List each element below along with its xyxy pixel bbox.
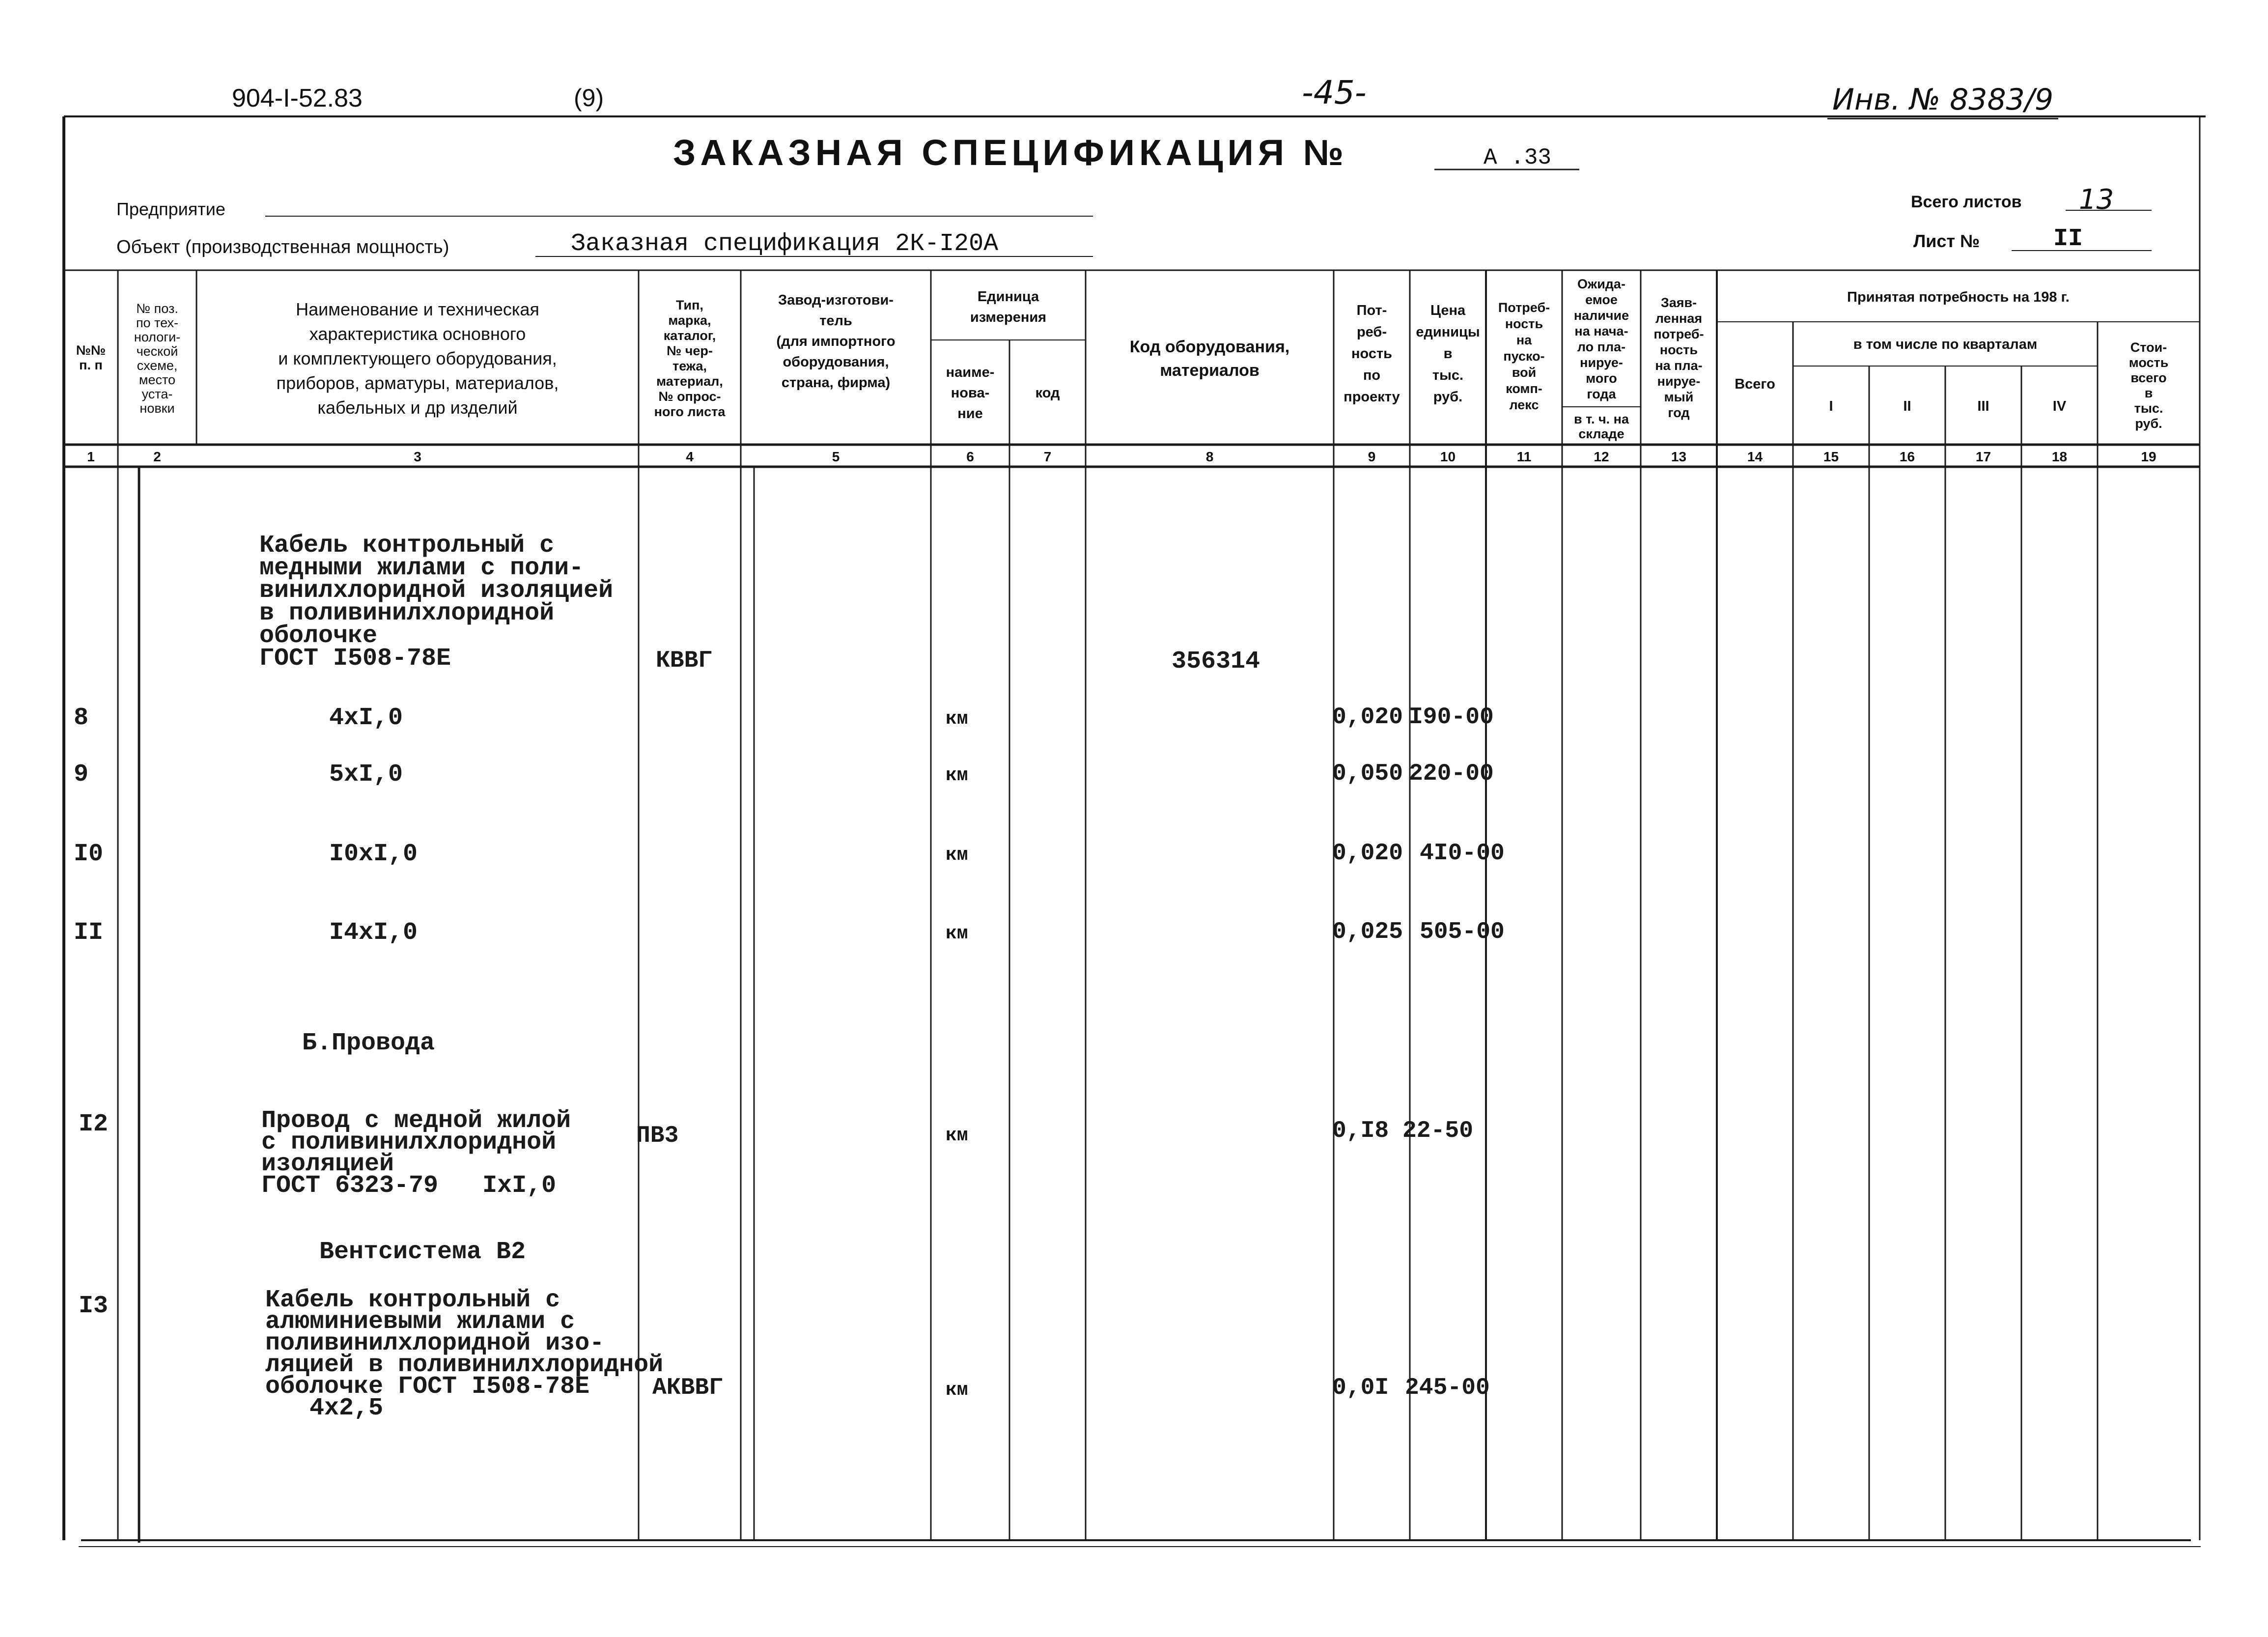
header-col12: Ожида- емое наличие на нача- ло пла- нируе- мого года <box>1573 277 1629 401</box>
section1-type: КВВГ <box>656 648 713 674</box>
header-col12-storage: в т. ч. на складе <box>1574 411 1629 441</box>
header-col7: код <box>1035 385 1060 401</box>
colnum-2: 2 <box>153 449 161 464</box>
colnum-9: 9 <box>1368 449 1376 464</box>
colnum-15: 15 <box>1823 449 1839 464</box>
header-col18: IV <box>2052 398 2067 414</box>
row8-qty: 0,020 <box>1332 704 1403 731</box>
row12-type: ПВ3 <box>636 1123 679 1149</box>
header-col14: Всего <box>1735 376 1775 392</box>
colnum-7: 7 <box>1043 449 1052 464</box>
header-col1: №№ п. п <box>76 342 106 372</box>
header-col16: II <box>1903 398 1911 414</box>
row13-price: 245-00 <box>1405 1375 1490 1401</box>
colnum-12: 12 <box>1594 449 1609 464</box>
row9-qty: 0,050 <box>1332 761 1403 787</box>
header-col15-18: в том числе по кварталам <box>1853 336 2038 352</box>
colnum-6: 6 <box>966 449 974 464</box>
row13-qty: 0,0I <box>1332 1375 1389 1401</box>
header-col17: III <box>1977 398 1989 414</box>
colnum-4: 4 <box>686 449 694 464</box>
header-col13: Заяв- ленная потреб- ность на пла- нируе- мый год <box>1653 295 1704 420</box>
row8-unit: км <box>946 708 968 730</box>
colnum-13: 13 <box>1671 449 1687 464</box>
ventsystem-heading: Вентсистема В2 <box>319 1238 526 1266</box>
header-col5: Завод-изготови- тель (для импортного оборудования, страна, фирма) <box>776 292 896 391</box>
row8-name: 4хI,0 <box>329 704 403 732</box>
colnum-19: 19 <box>2141 449 2156 464</box>
page-number: -45- <box>1302 74 1367 112</box>
row13-unit: км <box>946 1380 968 1401</box>
header-col4: Тип, марка, каталог, № чер- тежа, материал, № опрос- ного листа <box>654 298 726 419</box>
row9-unit: км <box>946 765 968 786</box>
colnum-16: 16 <box>1899 449 1915 464</box>
header-col8: Код оборудования, материалов <box>1129 338 1290 380</box>
header-col2: № поз. по тех- нологи- ческой схеме, место уста- новки <box>134 301 181 416</box>
object-label: Объект (производственная мощность) <box>116 237 449 257</box>
row13-type: АКВВГ <box>652 1375 724 1401</box>
colnum-1: 1 <box>87 449 95 464</box>
row10-price: 4I0-00 <box>1420 840 1505 867</box>
row10-qty: 0,020 <box>1332 840 1403 867</box>
header-col11: Потреб- ность на пуско- вой комп- лекс <box>1498 300 1550 412</box>
doc-number: 904-I-52.83 <box>232 84 363 113</box>
colnum-8: 8 <box>1205 449 1214 464</box>
spec-number: А .33 <box>1484 145 1552 170</box>
row10-name: I0хI,0 <box>329 840 418 868</box>
sheet-value: II <box>2053 225 2083 253</box>
row9-price: 220-00 <box>1409 761 1494 787</box>
row13-no: I3 <box>79 1292 109 1320</box>
colnum-18: 18 <box>2051 449 2068 464</box>
row8-no: 8 <box>74 704 89 732</box>
row9-no: 9 <box>74 761 89 789</box>
colnum-3: 3 <box>414 449 421 464</box>
row12-qty: 0,I8 <box>1332 1118 1389 1144</box>
row9-name: 5хI,0 <box>329 761 403 789</box>
header-col15: I <box>1829 398 1833 414</box>
enterprise-label: Предприятие <box>116 199 225 219</box>
row12-price: 22-50 <box>1402 1118 1474 1144</box>
row11-unit: км <box>946 923 968 944</box>
total-sheets-value: 13 <box>2079 184 2114 216</box>
form-title: ЗАКАЗНАЯ СПЕЦИФИКАЦИЯ № <box>673 132 1348 173</box>
total-sheets-label: Всего листов <box>1911 193 2022 211</box>
row11-no: II <box>74 919 104 947</box>
row11-price: 505-00 <box>1420 919 1505 945</box>
object-value: Заказная спецификация 2К-I20А <box>571 230 999 258</box>
row11-name: I4хI,0 <box>329 919 418 947</box>
row13-name: Кабель контрольный с алюминиевыми жилами с поливинилхлоридной изо- ляцией в поливинилхлоридной оболочке ГОСТ I508-78Е 4х2,5 <box>265 1286 664 1422</box>
header-col6: наиме- нова- ние <box>946 365 995 422</box>
sheet-label: Лист № <box>1913 231 1980 251</box>
colnum-11: 11 <box>1516 449 1532 464</box>
section1-name: Кабель контрольный с медными жилами с поли- винилхлоридной изоляцией в поливинилхлоридной оболочке ГОСТ I508-78Е <box>259 532 614 673</box>
row8-price: I90-00 <box>1409 704 1494 731</box>
row12-unit: км <box>946 1125 968 1146</box>
row10-no: I0 <box>74 840 104 868</box>
colnum-14: 14 <box>1747 449 1763 464</box>
colnum-10: 10 <box>1440 449 1456 464</box>
colnum-5: 5 <box>832 449 840 464</box>
colnum-17: 17 <box>1975 449 1991 464</box>
header-col10: Цена единицы в тыс. руб. <box>1416 303 1480 405</box>
sheet-mark: (9) <box>574 84 604 112</box>
row12-no: I2 <box>79 1110 109 1138</box>
row11-qty: 0,025 <box>1332 919 1403 945</box>
subsection-wires: Б.Провода <box>302 1029 435 1057</box>
header-col9: Пот- реб- ность по проекту <box>1344 303 1400 405</box>
header-col14-19: Принятая потребность на 198 г. <box>1847 289 2070 305</box>
section1-code: 356314 <box>1172 648 1260 676</box>
row10-unit: км <box>946 845 968 866</box>
inventory-number: Инв. № 8383/9 <box>1827 83 2058 119</box>
header-col19: Стои- мость всего в тыс. руб. <box>2128 340 2169 431</box>
header-col3: Наименование и техническая характеристика основного и комплектующего оборудования, приборов, арматуры, материалов, кабельных и др изделий <box>276 299 559 418</box>
row12-name: Провод с медной жилой с поливинилхлоридной изоляцией ГОСТ 6323-79 IхI,0 <box>261 1107 571 1200</box>
header-col6-7: Единица измерения <box>970 289 1047 325</box>
